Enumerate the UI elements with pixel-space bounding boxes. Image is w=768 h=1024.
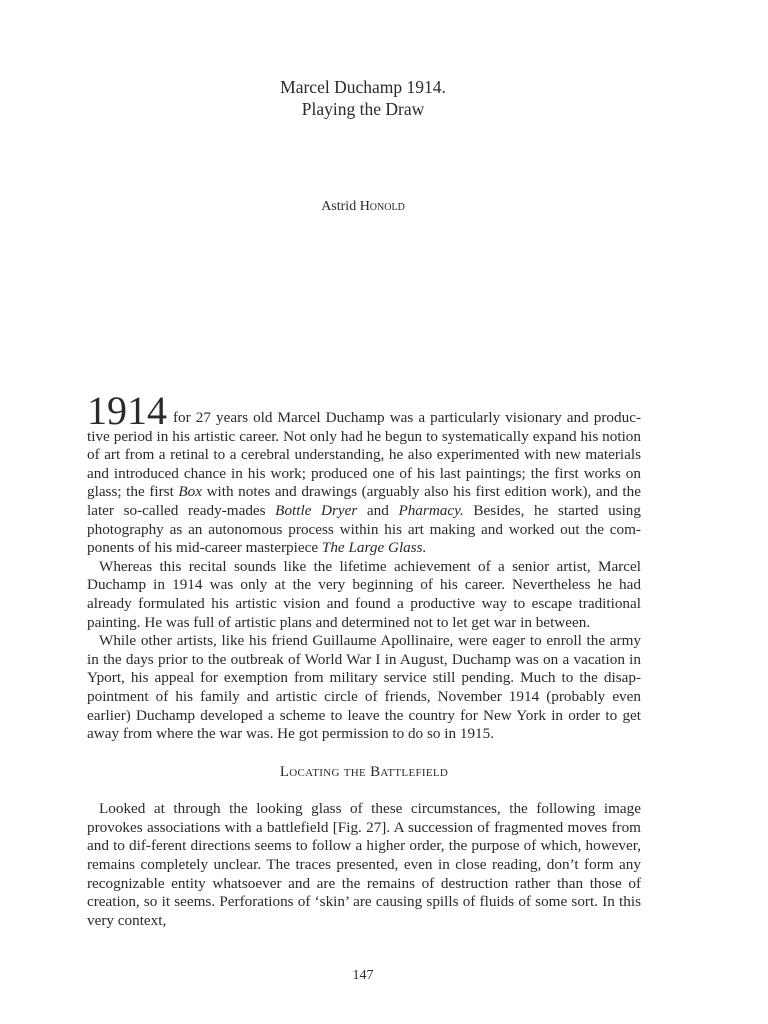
page-number: 147 bbox=[352, 968, 374, 983]
author-name bbox=[0, 198, 726, 216]
author-last-name: Honold bbox=[359, 199, 405, 214]
p1-text-4: Besides, he started using photography as an autonomous process within his art making and worked out the com-ponents of his mid-career masterpiece bbox=[87, 501, 641, 557]
article-title bbox=[0, 76, 726, 120]
title-line-1: Marcel Duchamp 1914. bbox=[280, 77, 446, 97]
drop-cap-year: 1914 bbox=[87, 388, 167, 433]
section-heading: Locating the Battlefield bbox=[279, 763, 449, 780]
p1-italic-large-glass: The Large Glass. bbox=[321, 539, 427, 557]
p1-italic-pharmacy: Pharmacy. bbox=[398, 501, 464, 519]
paragraph-2: Whereas this recital sounds like the lifetime achievement of a senior artist, Marcel Duchamp in 1914 was only at the very beginning of his career. Nevertheless he had already formulated his artistic vision and found a productive way to escape traditional painting. He was full of artistic plans and determined not to let get war in between. bbox=[87, 557, 641, 631]
p1-italic-box: Box bbox=[178, 483, 202, 501]
p1-text-1: for 27 years old Marcel Duchamp was a particularly visionary and produc-tive period in his artistic career. Not only had he begun to systematically expand his notion of art from a retinal to a cerebral understanding, he also experimented with new materials and introduced chance in his work; produced one of his last paintings; the first works on glass; the first bbox=[87, 409, 641, 501]
p1-italic-bottle-dryer: Bottle Dryer bbox=[275, 501, 358, 519]
title-line-2: Playing the Draw bbox=[301, 99, 425, 119]
paragraph-4: Looked at through the looking glass of these circumstances, the following image provokes associations with a battlefield [Fig. 27]. A succession of fragmented moves from and to dif-ferent directions seems to follow a higher order, the purpose of which, however, remains completely unclear. The traces presented, even in close reading, don’t form any recognizable entity whatsoever and are the remains of destruction rather than those of creation, so it seems. Perforations of ‘skin’ are causing spills of fluids of some sort. In this very context, bbox=[87, 800, 641, 929]
p1-text-3: and bbox=[357, 501, 399, 519]
author-first-name: Astrid bbox=[321, 199, 360, 214]
paragraph-1 bbox=[87, 388, 641, 558]
article-body bbox=[87, 388, 641, 930]
p1-text-2: with notes and drawings (arguably also his first edition work), and the later so-called ready-mades bbox=[87, 483, 641, 519]
paragraph-3: While other artists, like his friend Guillaume Apollinaire, were eager to enroll the army in the days prior to the outbreak of World War I in August, Duchamp was on a vacation in Yport, his appeal for exemption from military service still pending. Much to the disap-pointment of his family and artistic circle of friends, November 1914 (probably even earlier) Duchamp developed a scheme to leave the country for New York in order to get away from where the war was. He got permission to do so in 1915. bbox=[87, 632, 641, 743]
